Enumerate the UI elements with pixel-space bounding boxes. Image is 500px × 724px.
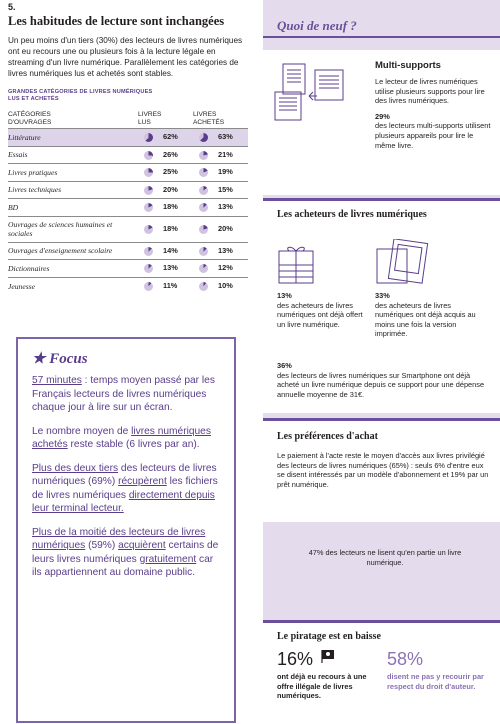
achetes-value: 21%: [193, 146, 248, 164]
category-name: Dictionnaires: [8, 260, 138, 278]
col-header-categories: CATÉGORIES D'OUVRAGES: [8, 111, 52, 126]
table-row: [8, 129, 248, 147]
piracy-panel: [263, 620, 500, 724]
pie-icon: [199, 186, 208, 195]
pie-icon: [199, 133, 208, 142]
table-row: [8, 164, 248, 182]
multi-supports-heading: Multi-supports: [375, 60, 441, 71]
piracy-text-2: disent ne pas y recourir par respect du droit d'auteur.: [387, 672, 484, 691]
category-name: Livres pratiques: [8, 164, 138, 182]
multi-supports-stat: 29%: [375, 111, 390, 121]
table-row: [8, 242, 248, 260]
multi-supports-stat-text: des lecteurs multi-supports utilisent plusieurs appareils pour lire le même livre.: [375, 121, 491, 150]
buyers-heading: Les acheteurs de livres numériques: [277, 209, 427, 220]
section-title: Les habitudes de lecture sont inchangées: [8, 14, 225, 28]
achetes-value: 20%: [193, 216, 248, 242]
pie-icon: [144, 186, 153, 195]
achetes-value: 13%: [193, 199, 248, 217]
category-name: BD: [8, 199, 138, 217]
ereader-book-icon: [375, 239, 431, 287]
piracy-heading: Le piratage est en baisse: [277, 631, 381, 642]
piracy-stat-1: 16%: [277, 649, 314, 669]
preferences-panel: [263, 418, 500, 522]
pie-icon: [199, 247, 208, 256]
buyers-text-3: des lecteurs de livres numériques sur Smartphone ont déjà acheté un livre numérique depuis ce support pour une dépense annuelle moyenne de 31€.: [277, 370, 485, 399]
gift-icon: [277, 245, 317, 285]
focus-title: ★ Focus: [32, 351, 88, 367]
pie-icon: [144, 282, 153, 291]
pie-icon: [144, 168, 153, 177]
pirate-flag-icon: [321, 649, 335, 663]
pie-icon: [144, 247, 153, 256]
focus-item: Le nombre moyen de livres numériques achetés reste stable (6 livres par an).: [32, 425, 211, 450]
lus-value: 11%: [138, 277, 193, 295]
buyers-panel: [263, 198, 500, 413]
buyers-stat-3: 36%: [277, 361, 292, 370]
lus-value: 18%: [138, 199, 193, 217]
pie-icon: [144, 225, 153, 234]
lus-value: 14%: [138, 242, 193, 260]
right-title-bar: [263, 8, 500, 38]
focus-item: 57 minutes : temps moyen passé par les Français lecteurs de livres numériques chaque jour à lire sur un écran.: [32, 375, 215, 413]
category-name: Essais: [8, 146, 138, 164]
right-title: Quoi de neuf ?: [277, 18, 357, 33]
lus-value: 20%: [138, 181, 193, 199]
left-column: [8, 14, 248, 295]
page-number: 5.: [8, 2, 16, 12]
partial-reading-text: 47% des lecteurs ne lisent qu'en partie un livre numérique.: [308, 548, 462, 567]
category-name: Jeunesse: [8, 277, 138, 295]
table-row: [8, 260, 248, 278]
lus-value: 13%: [138, 260, 193, 278]
pie-icon: [199, 151, 208, 160]
devices-icon: [269, 62, 349, 124]
category-name: Livres techniques: [8, 181, 138, 199]
table-row: [8, 181, 248, 199]
buyers-stat-1: 13%: [277, 291, 292, 300]
pie-icon: [144, 151, 153, 160]
pie-icon: [144, 133, 153, 142]
piracy-text-1: ont déjà eu recours à une offre illégale de livres numériques.: [277, 672, 367, 701]
pie-icon: [144, 264, 153, 273]
lus-value: 18%: [138, 216, 193, 242]
preferences-text: Le paiement à l'acte reste le moyen d'accès aux livres privilégié des lecteurs de livres numériques (65%) : seuls 6% d'entre eux se disent intéressés par un modèle d'abonnement et 19% par un prêt numérique.: [277, 451, 489, 489]
multi-supports-text: Le lecteur de livres numériques utilise plusieurs supports pour lire des livres numériques.: [375, 77, 485, 106]
focus-box: [16, 337, 236, 723]
achetes-value: 15%: [193, 181, 248, 199]
focus-item: Plus des deux tiers des lecteurs de livres numériques (69%) récupèrent les fichiers de livres numériques directement depuis leur terminal lecteur.: [32, 462, 218, 514]
category-name: Ouvrages de sciences humaines et sociales: [8, 216, 138, 242]
categories-table: [8, 111, 248, 295]
pie-icon: [199, 203, 208, 212]
pie-icon: [199, 225, 208, 234]
category-name: Littérature: [8, 129, 138, 147]
table-row: [8, 216, 248, 242]
category-name: Ouvrages d'enseignement scolaire: [8, 242, 138, 260]
multi-supports-panel: [263, 50, 500, 195]
achetes-value: 63%: [193, 129, 248, 147]
table-title: GRANDES CATÉGORIES DE LIVRES NUMÉRIQUES LUS ET ACHETÉS: [8, 89, 153, 102]
buyers-text-2: des acheteurs de livres numériques ont déjà acquis au moins une fois la version imprimée.: [375, 300, 476, 339]
pie-icon: [199, 264, 208, 273]
table-row: [8, 146, 248, 164]
achetes-value: 19%: [193, 164, 248, 182]
focus-item: Plus de la moitié des lecteurs de livres numériques (59%) acquièrent certains de leurs livres numériques gratuitement car ils appartiennent au domaine public.: [32, 526, 219, 578]
achetes-value: 12%: [193, 260, 248, 278]
achetes-value: 10%: [193, 277, 248, 295]
table-row: [8, 277, 248, 295]
pie-icon: [144, 203, 153, 212]
lus-value: 62%: [138, 129, 193, 147]
lus-value: 26%: [138, 146, 193, 164]
pie-icon: [199, 168, 208, 177]
preferences-heading: Les préférences d'achat: [277, 431, 378, 442]
pie-icon: [199, 282, 208, 291]
intro-paragraph: Un peu moins d'un tiers (30%) des lecteurs de livres numériques ont eu recours une ou plusieurs fois à la lecture légale en streaming d'un livre numérique. Parallèlement les catégories de livres numériques lus et achetés sont stables.: [8, 36, 243, 78]
table-row: [8, 199, 248, 217]
achetes-value: 13%: [193, 242, 248, 260]
col-header-achetes: LIVRES ACHETÉS: [193, 111, 225, 126]
buyers-stat-2: 33%: [375, 291, 390, 300]
piracy-stat-2: 58%: [387, 649, 424, 669]
lus-value: 25%: [138, 164, 193, 182]
buyers-text-1: des acheteurs de livres numériques ont déjà offert un livre numérique.: [277, 300, 363, 329]
col-header-lus: LIVRES LUS: [138, 111, 162, 126]
